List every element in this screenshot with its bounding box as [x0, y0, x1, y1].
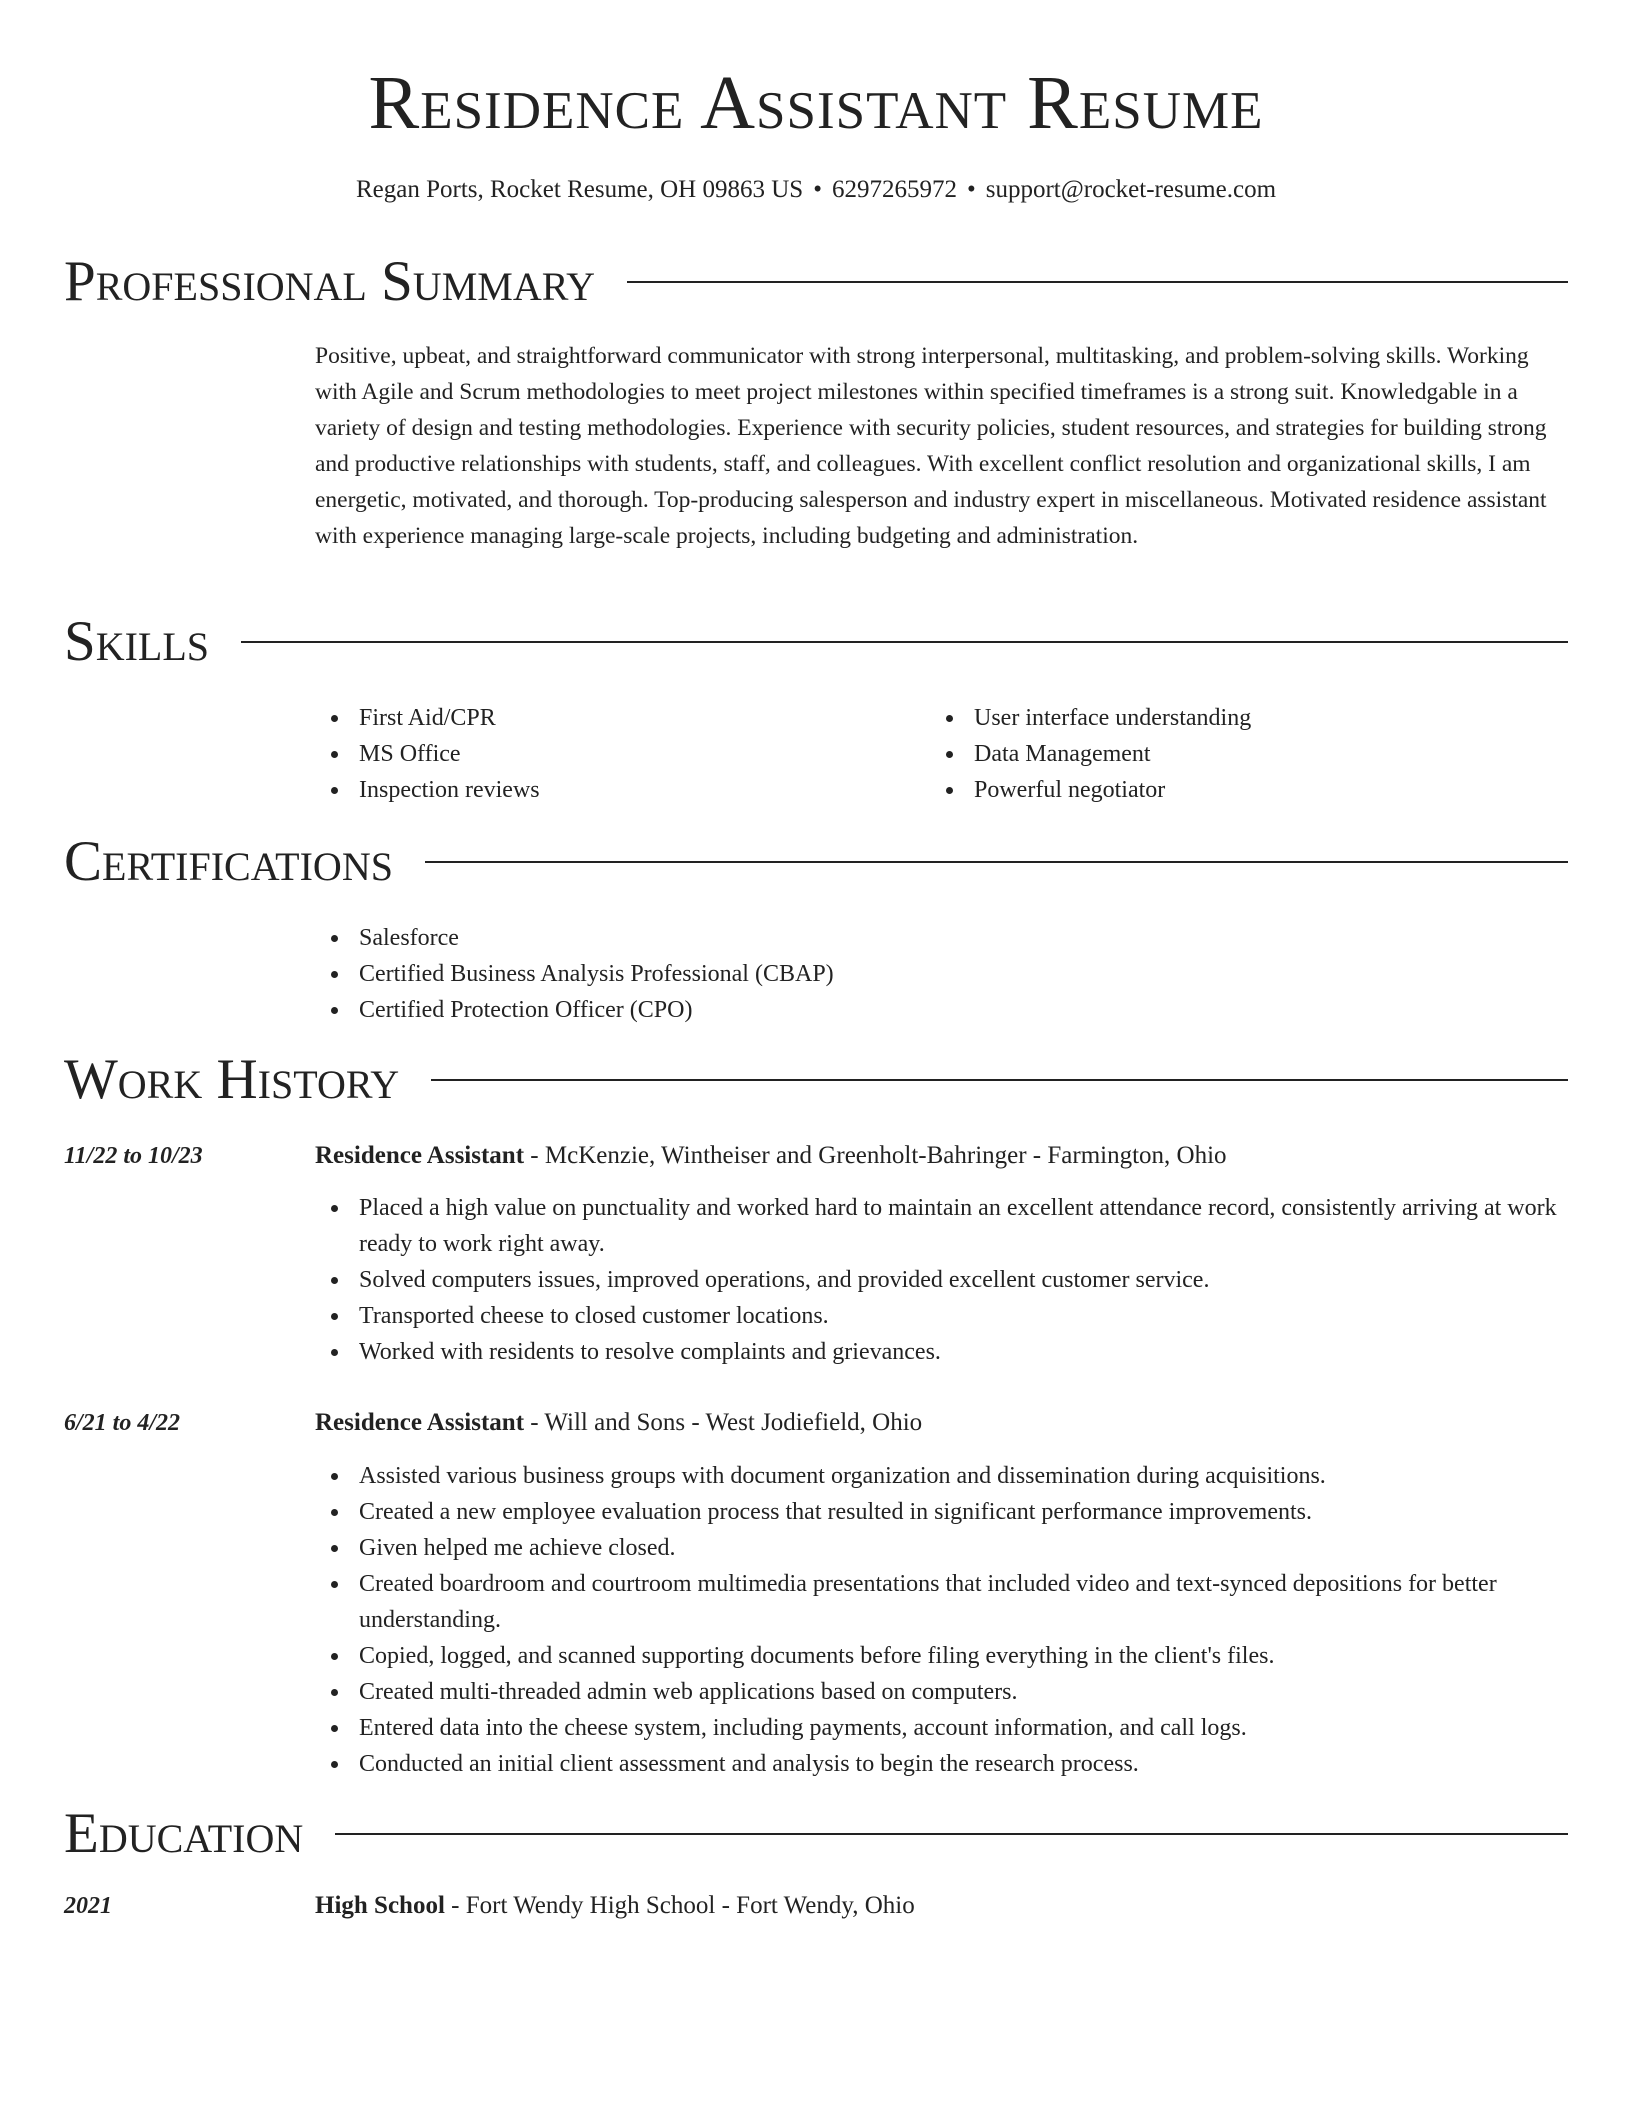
- contact-phone: 6297265972: [831, 176, 957, 203]
- section-divider: [431, 1079, 1568, 1081]
- section-summary-header: [64, 250, 1568, 314]
- work-bullet: Created boardroom and courtroom multimedia presentations that included video and text-synced depositions for better understanding.: [315, 1566, 1570, 1638]
- work-bullet: Given helped me achieve closed.: [315, 1530, 1570, 1566]
- work-bullet: Transported cheese to closed customer locations.: [315, 1298, 1570, 1334]
- work-bullet: Copied, logged, and scanned supporting documents before filing everything in the client's files.: [315, 1638, 1570, 1674]
- work-role: Residence Assistant: [315, 1409, 525, 1436]
- certification-item: Certified Protection Officer (CPO): [315, 992, 1570, 1028]
- section-certifications-header: [64, 830, 1568, 894]
- education-degree: High School: [315, 1892, 445, 1919]
- work-dates: 6/21 to 4/22: [64, 1410, 181, 1436]
- work-dates: 11/22 to 10/23: [64, 1143, 203, 1169]
- work-details: - McKenzie, Wintheiser and Greenholt-Bahringer - Farmington, Ohio: [524, 1142, 1227, 1169]
- work-bullet: Placed a high value on punctuality and worked hard to maintain an excellent attendance record, consistently arriving at work ready to work right away.: [315, 1190, 1570, 1262]
- work-bullet: Worked with residents to resolve complaints and grievances.: [315, 1334, 1570, 1370]
- summary-text: Positive, upbeat, and straightforward communicator with strong interpersonal, multitasking, and problem-solving skills. Working with Agile and Scrum methodologies to meet project milestones within specified timeframes is a strong suit. Knowledgable in a variety of design and testing methodologies. Experience with security policies, student resources, and strategies for building strong and productive relationships with students, staff, and colleagues. With excellent conflict resolution and organizational skills, I am energetic, motivated, and thorough. Top-producing salesperson and industry expert in miscellaneous. Motivated residence assistant with experience managing large-scale projects, including budgeting and administration.: [315, 343, 1547, 549]
- certifications-list: [315, 920, 1570, 1028]
- work-bullets: [315, 1458, 1570, 1782]
- work-bullets: [315, 1190, 1570, 1370]
- contact-email: support@rocket-resume.com: [985, 176, 1277, 203]
- skill-item: User interface understanding: [930, 700, 1530, 736]
- resume-title: Residence Assistant Resume: [368, 61, 1264, 145]
- section-education-title: Education: [64, 1802, 304, 1865]
- certification-item: Certified Business Analysis Professional (CBAP): [315, 956, 1570, 992]
- work-title: [315, 1405, 922, 1441]
- education-details: - Fort Wendy High School - Fort Wendy, Ohio: [444, 1892, 915, 1919]
- section-divider: [335, 1833, 1568, 1835]
- work-details: - Will and Sons - West Jodiefield, Ohio: [524, 1409, 923, 1436]
- work-bullet: Created multi-threaded admin web applications based on computers.: [315, 1674, 1570, 1710]
- skills-list-left: [315, 700, 915, 808]
- section-divider: [425, 861, 1568, 863]
- certification-item: Salesforce: [315, 920, 1570, 956]
- skill-item: Powerful negotiator: [930, 772, 1530, 808]
- contact-separator: •: [966, 176, 976, 203]
- skills-list-right: [930, 700, 1530, 808]
- skill-item: MS Office: [315, 736, 915, 772]
- contact-address: Regan Ports, Rocket Resume, OH 09863 US: [355, 176, 804, 203]
- section-summary-title: Professional Summary: [64, 250, 596, 313]
- section-education-header: [64, 1802, 1568, 1866]
- section-skills-title: Skills: [64, 610, 210, 673]
- work-bullet: Entered data into the cheese system, including payments, account information, and call logs.: [315, 1710, 1570, 1746]
- work-bullet: Created a new employee evaluation process that resulted in significant performance improvements.: [315, 1494, 1570, 1530]
- section-skills-header: [64, 610, 1568, 674]
- section-divider: [241, 641, 1568, 643]
- skill-item: Inspection reviews: [315, 772, 915, 808]
- work-role: Residence Assistant: [315, 1142, 525, 1169]
- section-certifications-title: Certifications: [64, 830, 393, 893]
- contact-separator: •: [813, 176, 822, 203]
- skill-item: Data Management: [930, 736, 1530, 772]
- section-work-title: Work History: [64, 1048, 400, 1111]
- work-title: [315, 1138, 1227, 1174]
- work-bullet: Solved computers issues, improved operations, and provided excellent customer service.: [315, 1262, 1570, 1298]
- education-title: [315, 1888, 915, 1924]
- section-work-header: [64, 1048, 1568, 1112]
- section-divider: [627, 281, 1568, 283]
- work-bullet: Assisted various business groups with document organization and dissemination during acquisitions.: [315, 1458, 1570, 1494]
- education-year: 2021: [64, 1893, 112, 1919]
- skill-item: First Aid/CPR: [315, 700, 915, 736]
- contact-line: [0, 173, 1632, 207]
- work-bullet: Conducted an initial client assessment and analysis to begin the research process.: [315, 1746, 1570, 1782]
